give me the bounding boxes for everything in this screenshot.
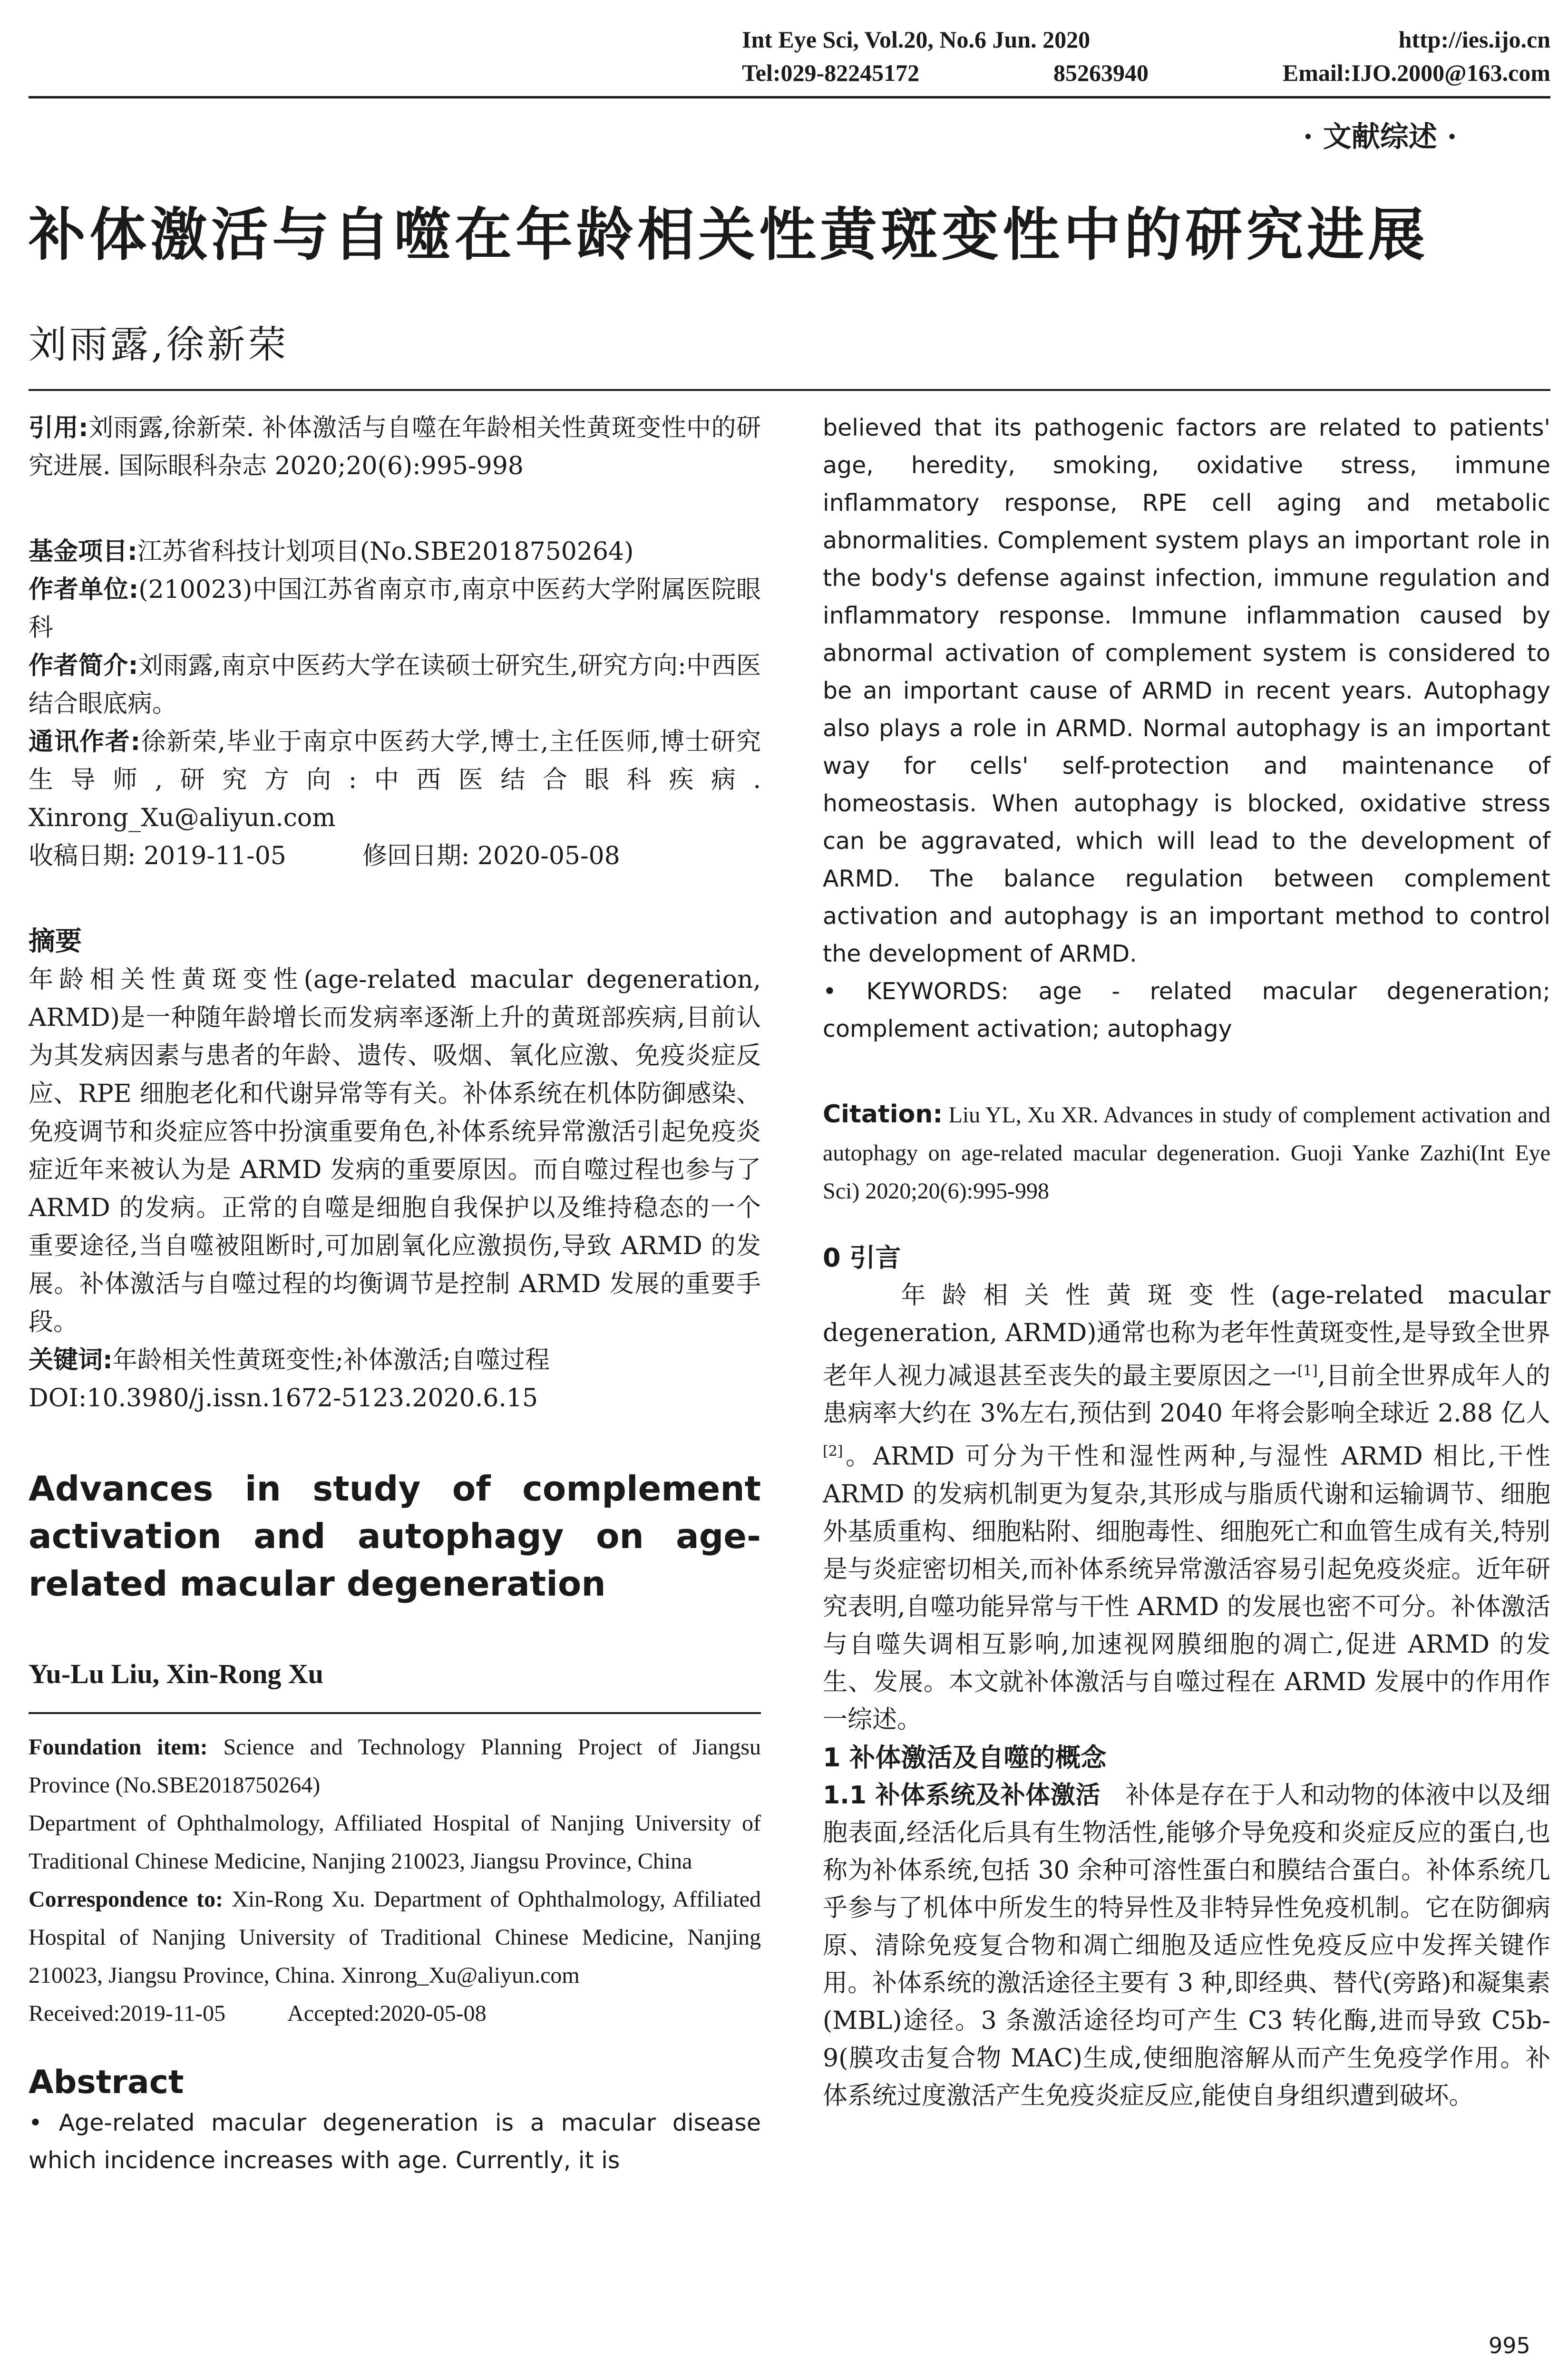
section-0-heading: 0 引言	[823, 1243, 901, 1273]
cn-author-intro: 作者简介:刘雨露,南京中医药大学在读硕士研究生,研究方向:中西医结合眼底病。	[29, 652, 761, 718]
cn-corresponding: 通讯作者:徐新荣,毕业于南京中医药大学,博士,主任医师,博士研究生导师,研究方向:中西医结合眼科疾病. Xinrong_Xu@aliyun.com	[29, 728, 761, 832]
en-abstract-heading: Abstract	[29, 2064, 184, 2101]
section-1-1-heading: 1.1 补体系统及补体激活	[823, 1781, 1101, 1810]
cn-citation: 引用:刘雨露,徐新荣. 补体激活与自噬在年龄相关性黄斑变性中的研究进展. 国际眼科杂志 2020;20(6):995-998	[29, 414, 761, 480]
section-tag: · 文献综述 ·	[1303, 120, 1457, 154]
en-dates	[29, 1995, 761, 2033]
english-title: Advances in study of complement activation and autophagy on age-related macular degeneration	[29, 1469, 761, 1604]
right-column	[823, 409, 1550, 2115]
english-meta-rule	[29, 1712, 761, 1714]
title-rule	[29, 389, 1550, 391]
article-authors: 刘雨露,徐新荣	[29, 322, 289, 367]
cn-fund: 基金项目:江苏省科技计划项目(No.SBE2018750264)	[29, 537, 634, 566]
en-citation: Citation: Liu YL, Xu XR. Advances in study of complement activation and autophagy on age-related macular degeneration. Guoji Yanke Zazhi(Int Eye Sci) 2020;20(6):995-998	[823, 1100, 1551, 1204]
en-foundation: Foundation item: Science and Technology Planning Project of Jiangsu Province (No.SBE2018750264)	[29, 1734, 761, 1798]
cn-revised: 修回日期: 2020-05-08	[362, 842, 620, 870]
journal-issue: Int Eye Sci, Vol.20, No.6 Jun. 2020	[742, 26, 1091, 53]
en-department: Department of Ophthalmology, Affiliated Hospital of Nanjing University of Traditional Chinese Medicine, Nanjing 210023, Jiangsu Province, China	[29, 1811, 761, 1874]
journal-email[interactable]: Email:IJO.2000@163.com	[1282, 59, 1550, 86]
running-header	[742, 23, 1550, 89]
section-1-heading: 1 补体激活及自噬的概念	[823, 1742, 1107, 1773]
en-abstract-start: • Age-related macular degeneration is a macular disease which incidence increases with age. Currently, it is	[29, 2109, 761, 2174]
header-rule	[29, 96, 1550, 98]
en-received: Received:2019-11-05	[29, 2001, 226, 2026]
cn-unit: 作者单位:(210023)中国江苏省南京市,南京中医药大学附属医院眼科	[29, 575, 761, 642]
cn-abstract-heading: 摘要	[29, 926, 82, 957]
en-keywords: • KEYWORDS: age - related macular degeneration; complement activation; autophagy	[823, 978, 1550, 1042]
ref-2[interactable]: [2]	[823, 1443, 843, 1460]
journal-url[interactable]: http://ies.ijo.cn	[1398, 26, 1550, 53]
article-title: 补体激活与自噬在年龄相关性黄斑变性中的研究进展	[29, 202, 1429, 268]
cn-dates	[29, 837, 761, 875]
doi[interactable]: DOI:10.3980/j.issn.1672-5123.2020.6.15	[29, 1384, 538, 1413]
journal-tel-2: 85263940	[1053, 59, 1149, 86]
section-1-1-text: 1.1 补体系统及补体激活 补体是存在于人和动物的体液中以及细胞表面,经活化后具有生物活性,能够介导免疫和炎症反应的蛋白,也称为补体系统,包括 30 余种可溶性蛋白和膜结合蛋白。补体系统几乎参与了机体中所发生的特异性及非特异性免疫机制。它在防御病原、清除免疫复合物和凋亡细胞及适应性免疫反应中发挥关键作用。补体系统的激活途径主要有 3 种,即经典、替代(旁路)和凝集素(MBL)途径。3 条激活途径均可产生 C3 转化酶,进而导致 C5b-9(膜攻击复合物 MAC)生成,使细胞溶解从而产生免疫学作用。补体系统过度激活产生免疫炎症反应,能使自身组织遭到破坏。	[823, 1781, 1550, 2110]
english-authors: Yu-Lu Liu, Xin-Rong Xu	[29, 1658, 323, 1689]
en-accepted: Accepted:2020-05-08	[287, 2001, 487, 2026]
en-correspondence: Correspondence to: Xin-Rong Xu. Department of Ophthalmology, Affiliated Hospital of Nanjing University of Traditional Chinese Medicine, Nanjing 210023, Jiangsu Province, China. Xinrong_Xu@aliyun.com	[29, 1887, 761, 1988]
cn-received: 收稿日期: 2019-11-05	[29, 842, 286, 870]
section-0-text: 年龄相关性黄斑变性(age-related macular degeneration, ARMD)通常也称为老年性黄斑变性,是导致全世界老年人视力减退甚至丧失的最主要原因之一[1],目前全世界成年人的患病率大约在 3%左右,预估到 2040 年将会影响全球近 2.88 亿人[2]。ARMD 可分为干性和湿性两种,与湿性 ARMD 相比,干性 ARMD 的发病机制更为复杂,其形成与脂质代谢和运输调节、细胞外基质重构、细胞粘附、细胞毒性、细胞死亡和血管生成有关,特别是与炎症密切相关,而补体系统异常激活容易引起免疫炎症。近年研究表明,自噬功能异常与干性 ARMD 的发展也密不可分。补体激活与自噬失调相互影响,加速视网膜细胞的凋亡,促进 ARMD 的发生、发展。本文就补体激活与自噬过程在 ARMD 发展中的作用作一综述。	[823, 1281, 1550, 1734]
left-column	[29, 409, 761, 2179]
page-number: 995	[1489, 2333, 1530, 2358]
ref-1[interactable]: [1]	[1297, 1363, 1318, 1379]
cn-abstract-text: 年龄相关性黄斑变性(age-related macular degeneration, ARMD)是一种随年龄增长而发病率逐渐上升的黄斑部疾病,目前认为其发病因素与患者的年龄、遗传、吸烟、氧化应激、免疫炎症反应、RPE 细胞老化和代谢异常等有关。补体系统在机体防御感染、免疫调节和炎症应答中扮演重要角色,补体系统异常激活引起免疫炎症近年来被认为是 ARMD 发病的重要原因。而自噬过程也参与了 ARMD 的发病。正常的自噬是细胞自我保护以及维持稳态的一个重要途径,当自噬被阻断时,可加剧氧化应激损伤,导致 ARMD 的发展。补体激活与自噬过程的均衡调节是控制 ARMD 发展的重要手段。	[29, 965, 761, 1336]
en-abstract-cont: believed that its pathogenic factors are related to patients' age, heredity, smoking, oxidative stress, immune inflammatory response, RPE cell aging and metabolic abnormalities. Complement system plays an important role in the body's defense against infection, immune regulation and inflammatory response. Immune inflammation caused by abnormal activation of complement system is considered to be an important cause of ARMD in recent years. Autophagy also plays a role in ARMD. Normal autophagy is an important way for cells' self-protection and maintenance of homeostasis. When autophagy is blocked, oxidative stress can be aggravated, which will lead to the development of ARMD. The balance regulation between complement activation and autophagy is an important method to control the development of ARMD.	[823, 414, 1550, 967]
journal-tel: Tel:029-82245172	[742, 59, 920, 86]
cn-keywords: 关键词:年龄相关性黄斑变性;补体激活;自噬过程	[29, 1346, 550, 1374]
